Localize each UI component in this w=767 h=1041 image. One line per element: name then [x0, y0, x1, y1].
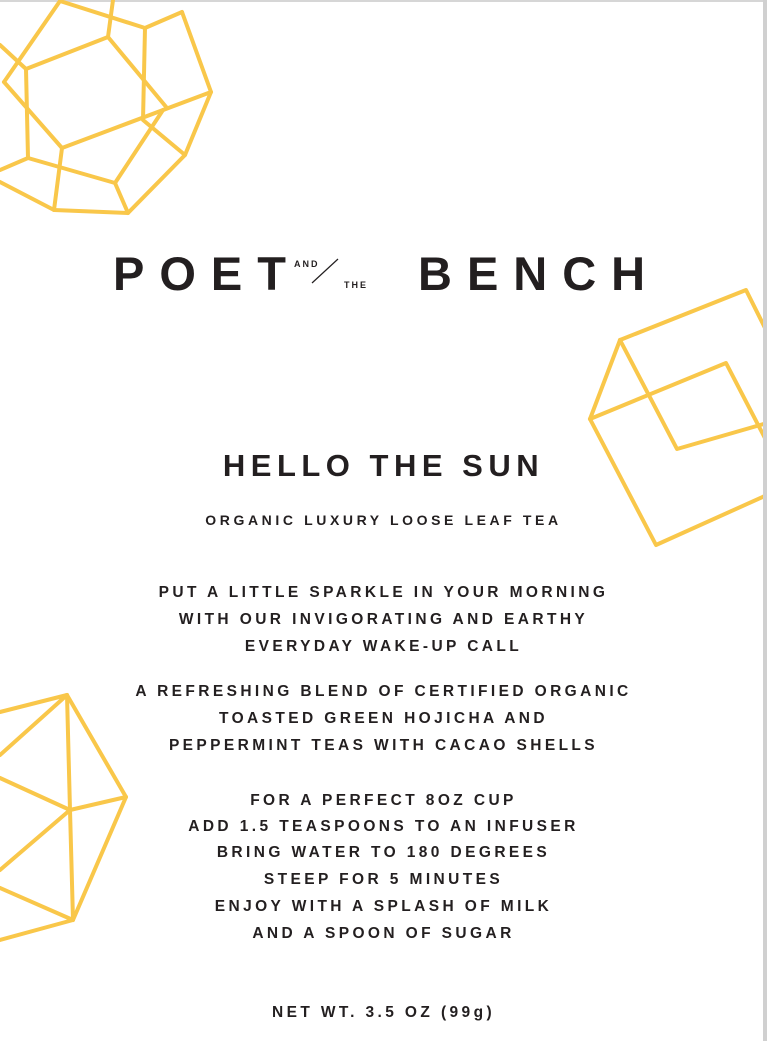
description-line: EVERYDAY WAKE-UP CALL	[244, 638, 523, 655]
description-line: WITH OUR INVIGORATING AND EARTHY	[178, 611, 589, 628]
instruction-line: AND A SPOON OF SUGAR	[252, 925, 515, 942]
net-weight: NET WT. 3.5 OZ (99g)	[271, 1004, 495, 1021]
instruction-line: ADD 1.5 TEASPOONS TO AN INFUSER	[188, 818, 579, 835]
instruction-line: FOR A PERFECT 8OZ CUP	[250, 792, 517, 809]
logo-word-bench: BENCH	[418, 247, 661, 300]
description-line: PUT A LITTLE SPARKLE IN YOUR MORNING	[158, 584, 609, 601]
instruction-line: ENJOY WITH A SPLASH OF MILK	[214, 898, 553, 915]
product-subtitle: ORGANIC LUXURY LOOSE LEAF TEA	[205, 512, 562, 528]
dodecahedron-icon	[0, 0, 211, 213]
brand-logo	[0, 244, 767, 304]
product-title: HELLO THE SUN	[222, 448, 545, 483]
blend-line: PEPPERMINT TEAS WITH CACAO SHELLS	[168, 737, 599, 754]
instruction-line: STEEP FOR 5 MINUTES	[263, 871, 504, 888]
logo-slash-icon	[310, 258, 340, 284]
blend-line: TOASTED GREEN HOJICHA AND	[218, 710, 548, 727]
instruction-line: BRING WATER TO 180 DEGREES	[216, 844, 551, 861]
blend-line: A REFRESHING BLEND OF CERTIFIED ORGANIC	[135, 683, 632, 700]
logo-word-poet: POET	[113, 247, 301, 300]
logo-word-the: THE	[344, 280, 368, 290]
cube-icon	[590, 290, 767, 545]
logo-word-and: AND	[294, 259, 320, 269]
